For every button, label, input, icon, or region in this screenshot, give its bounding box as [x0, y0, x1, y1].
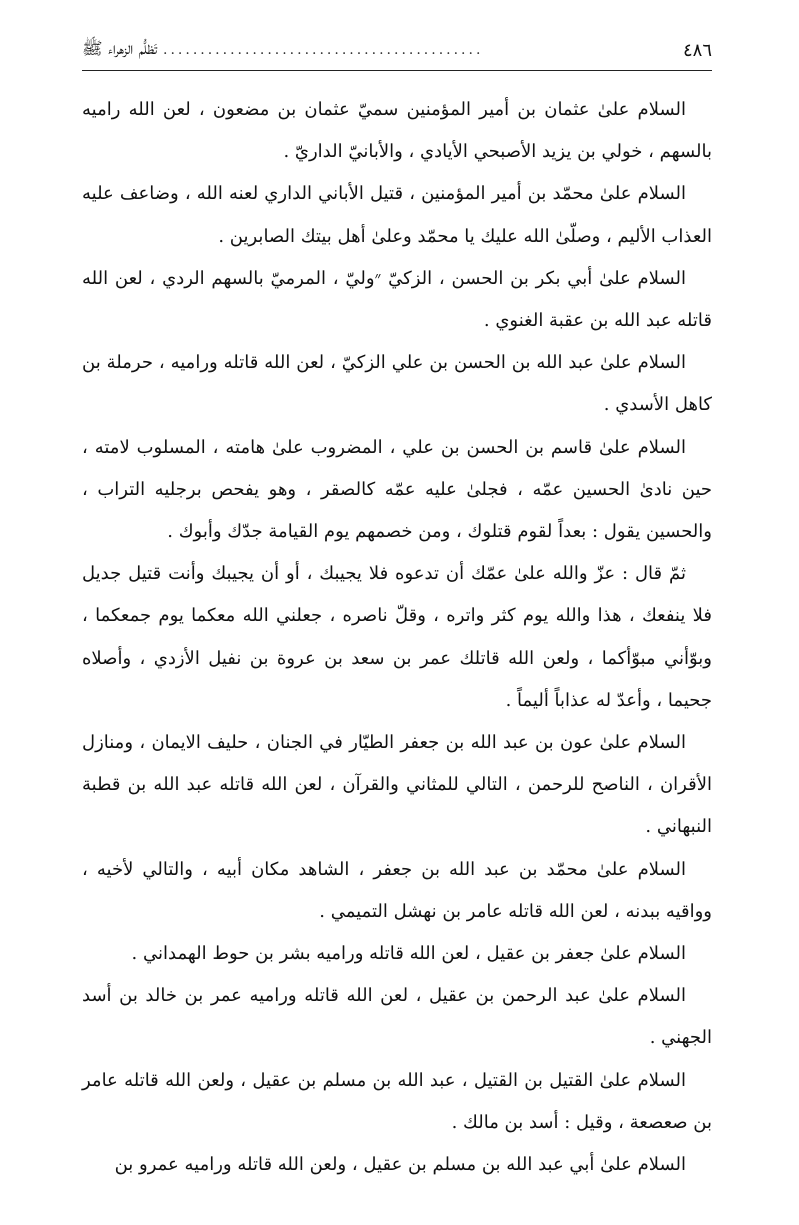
book-page: [82, 30, 712, 1186]
paragraph: السلام علىٰ قاسم بن الحسن بن علي ، المضروب علىٰ هامته ، المسلوب لامته ، حين نادىٰ الحسين عمّه ، فجلىٰ عليه عمّه كالصقر ، وهو يفحص برجليه التراب ، والحسين يقول : بعداً لقوم قتلوك ، ومن خصمهم يوم القيامة جدّك وأبوك .: [82, 436, 712, 543]
paragraph: السلام علىٰ أبي بكر بن الحسن ، الزكيّ ״وليّ ، المرميّ بالسهم الردي ، لعن الله قاتله عبد الله بن عقبة الغنوي .: [82, 267, 712, 332]
paragraph: السلام علىٰ عبد الرحمن بن عقيل ، لعن الله قاتله وراميه عمر بن خالد بن أسد الجهني .: [82, 985, 712, 1049]
page-number: ٤٨٦: [682, 39, 712, 61]
paragraph: السلام علىٰ عبد الله بن الحسن بن علي الزكيّ ، لعن الله قاتله وراميه ، حرملة بن كاهل الأسدي .: [82, 352, 712, 416]
header-dot-leader: ...........................................: [163, 42, 484, 58]
body-text: [82, 89, 712, 1186]
paragraph: السلام علىٰ محمّد بن أمير المؤمنين ، قتيل الأباني الداري لعنه الله ، وضاعف عليه العذاب الأليم ، وصلّىٰ الله عليك يا محمّد وعلىٰ أهل بيتك الصابرين .: [82, 183, 712, 247]
page-header: [82, 30, 712, 71]
paragraph: السلام علىٰ محمّد بن عبد الله بن جعفر ، الشاهد مكان أبيه ، والتالي لأخيه ، وواقيه ببدنه ، لعن الله قاتله عامر بن نهشل التميمي .: [82, 858, 712, 922]
paragraph: السلام علىٰ أبي عبد الله بن مسلم بن عقيل ، ولعن الله قاتله وراميه عمرو بن: [114, 1154, 686, 1176]
paragraph: السلام علىٰ القتيل بن القتيل ، عبد الله بن مسلم بن عقيل ، ولعن الله قاتله عامر بن صعصعة ، وقيل : أسد بن مالك .: [82, 1069, 712, 1133]
paragraph: ثمّ قال : عزّ والله علىٰ عمّك أن تدعوه فلا يجيبك ، أو أن يجيبك وأنت قتيل جديل فلا ينفعك ، هذا والله يوم كثر واتره ، وقلّ ناصره ، جعلني الله معكما يوم جمعكما ، وبوّأني مبوّأكما ، ولعن الله قاتلك عمر بن سعد بن عروة بن نفيل الأزدي ، وأصلاه جحيما ، وأعدّ له عذاباً أليماً .: [82, 563, 712, 711]
paragraph: السلام علىٰ عثمان بن أمير المؤمنين سميّ عثمان بن مضعون ، لعن الله راميه بالسهم ، خولي بن يزيد الأصبحي الأيادي ، والأبانيّ الداريّ .: [82, 99, 712, 163]
running-title: تَظلُّم الزهراء ﷺ: [82, 38, 158, 59]
paragraph: السلام علىٰ عون بن عبد الله بن جعفر الطيّار في الجنان ، حليف الايمان ، ومنازل الأقران ، الناصح للرحمن ، التالي للمثاني والقرآن ، لعن الله قاتله عبد الله بن قطبة النبهاني .: [82, 732, 712, 838]
paragraph: السلام علىٰ جعفر بن عقيل ، لعن الله قاتله وراميه بشر بن حوط الهمداني .: [131, 943, 686, 965]
